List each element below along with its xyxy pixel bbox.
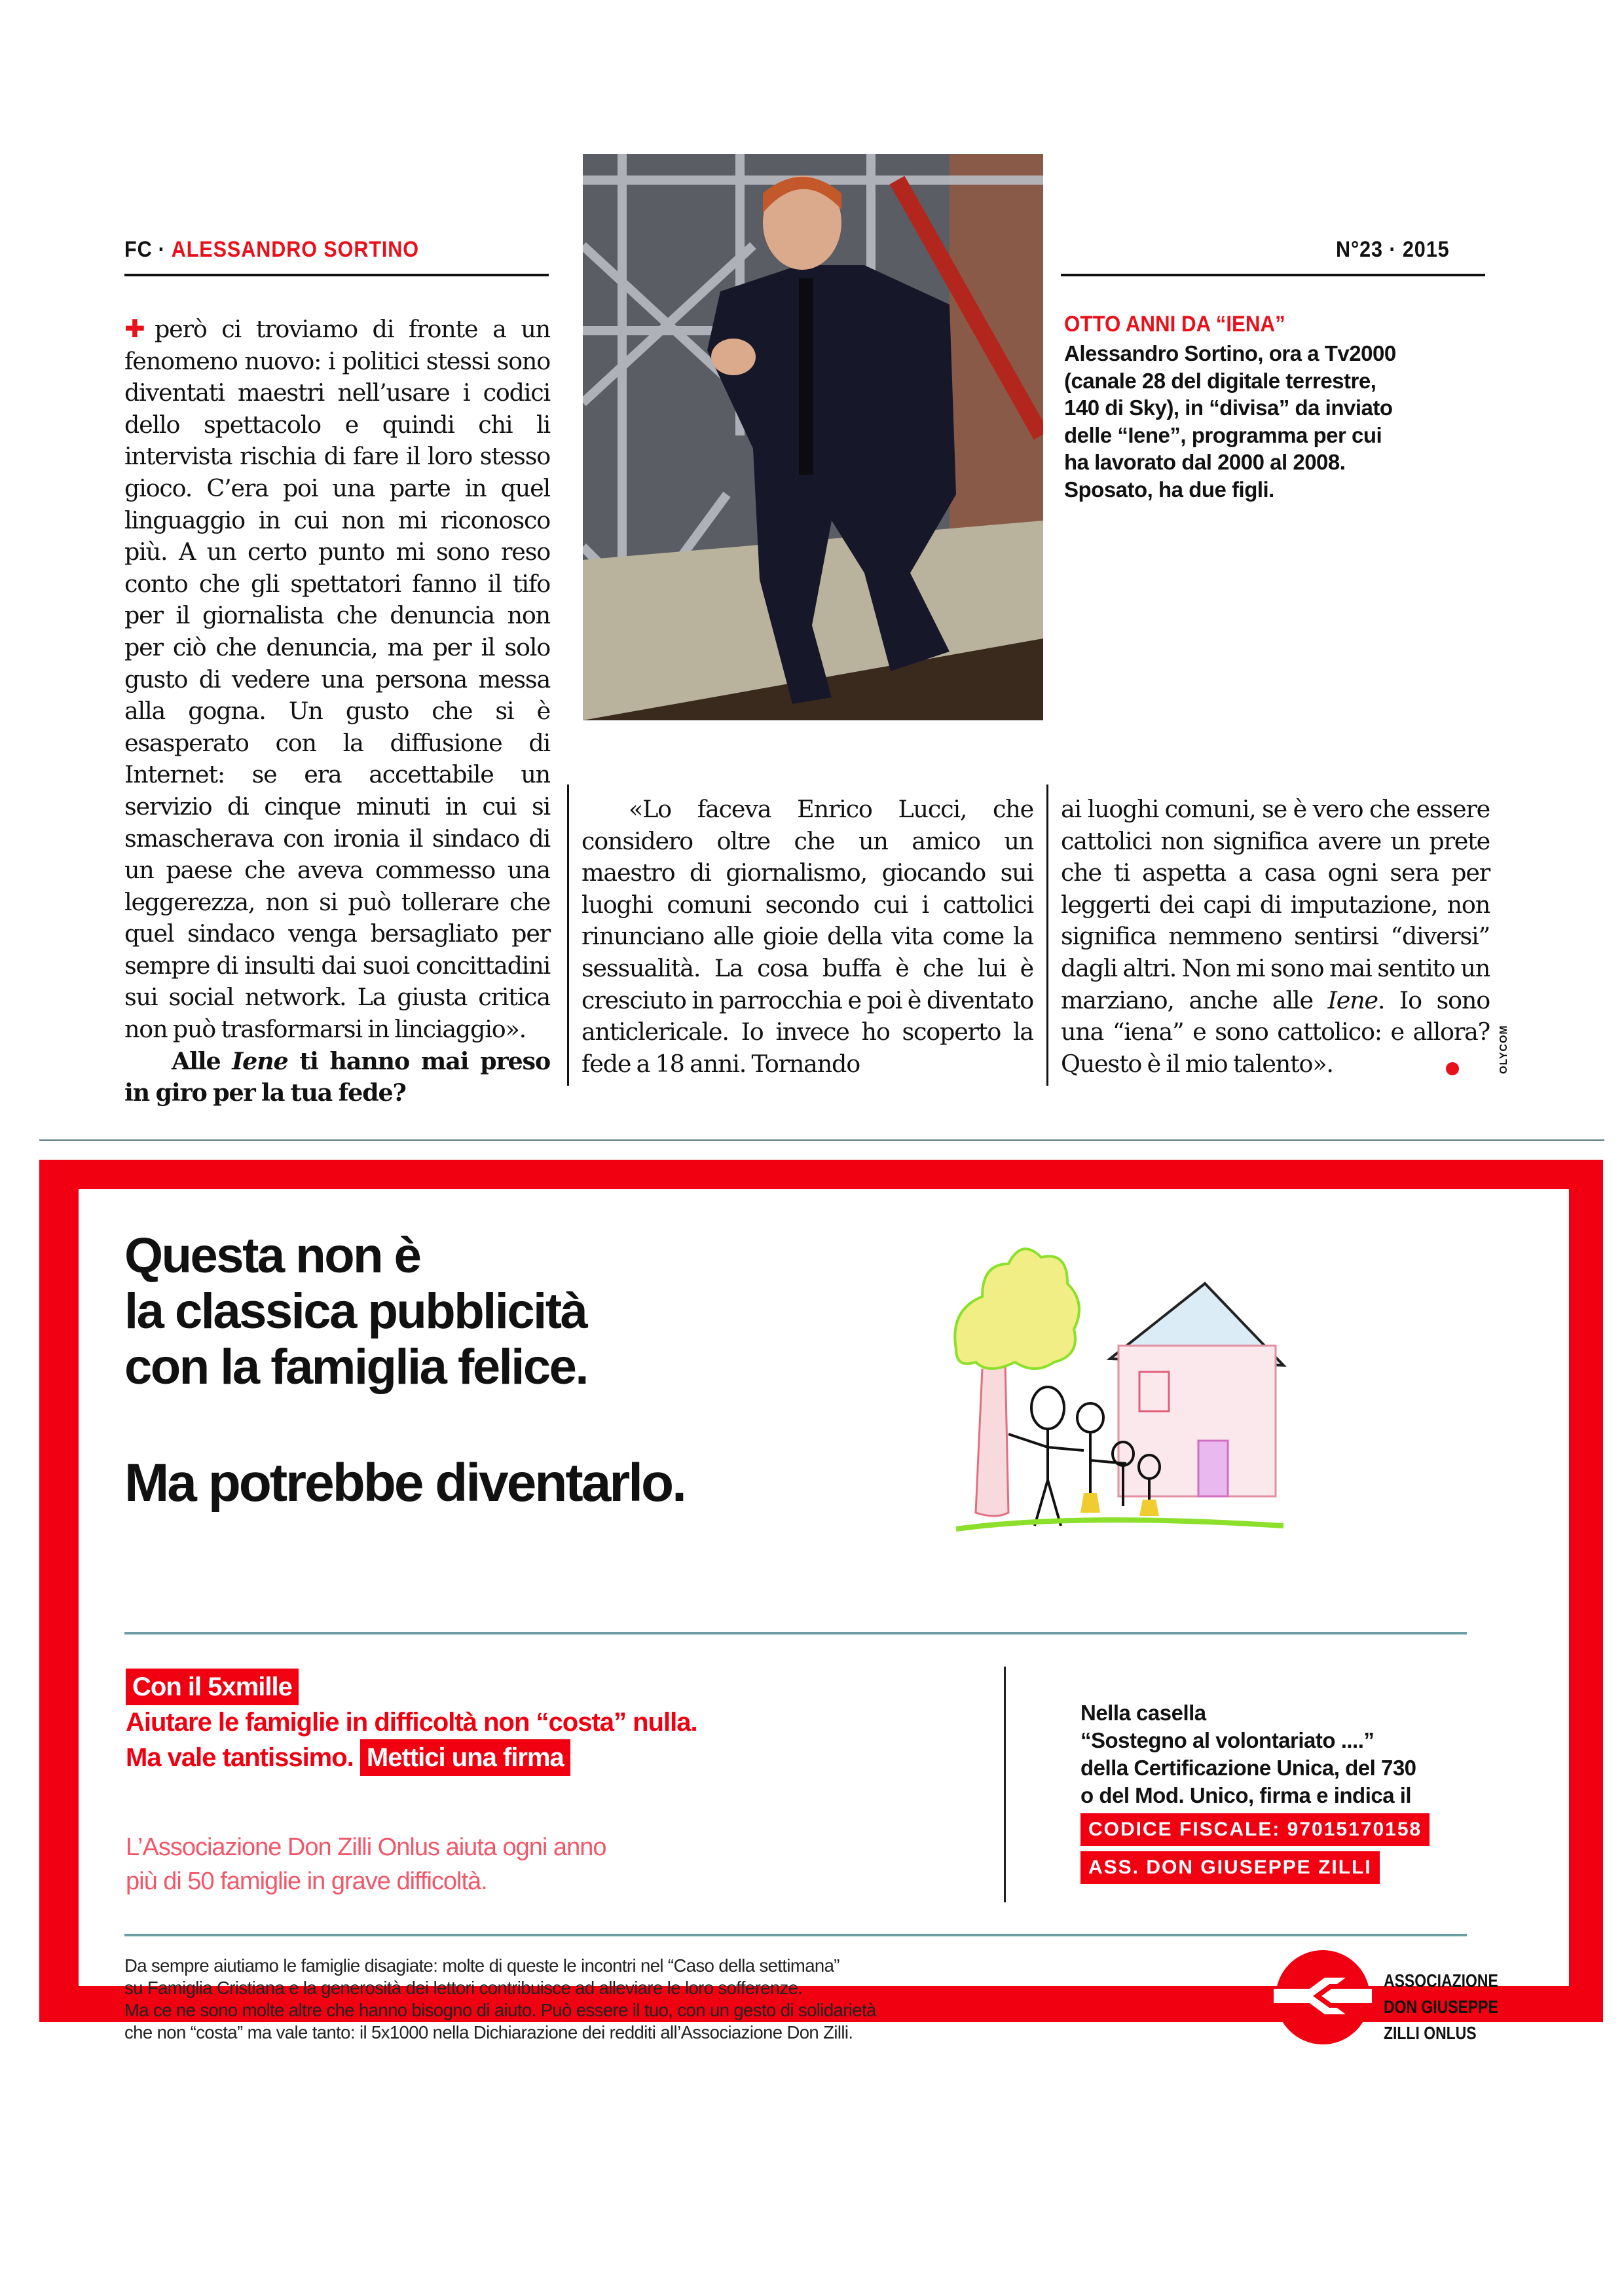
photo-caption — [1064, 312, 1470, 503]
paragraph-text: però ci troviamo di fronte a un fenomeno nuovo: i politici stessi sono diventati maestri nell’usare i codici dello spettacolo e quindi chi li intervista rischia di fare il loro stesso gioco. C’era poi una parte in quel linguaggio in cui non mi riconosco più. A un certo punto mi sono reso conto che gli spettatori fanno il tifo per il giornalista che denuncia non per ciò che denuncia, ma per il solo gusto di vedere una persona messa alla gogna. Un gusto che si è esasperato con la diffusione di Internet: se era accettabile un servizio di cinque minuti in cui si smascherava con ironia il sindaco di un paese che aveva commesso una leggerezza, non si può tollerare che quel sindaco venga bersagliato per sempre di insulti dai suoi concittadini sui social network. La giusta critica non può trasformarsi in linciaggio». — [124, 315, 550, 1044]
ad-fine-print — [124, 1955, 876, 2044]
paragraph — [1061, 794, 1490, 1080]
header-rule-right — [1061, 274, 1485, 276]
paragraph-text: . Io sono una “iena” e sono cattolico: e allora? Questo è il mio talento». — [1061, 986, 1490, 1078]
paragraph — [124, 313, 550, 1046]
ad-line — [126, 1739, 697, 1776]
ad-separator — [39, 1139, 1604, 1141]
house-door — [1198, 1441, 1228, 1496]
ad-headline-line: con la famiglia felice. — [124, 1339, 587, 1395]
tree-crown — [955, 1249, 1079, 1369]
5xmille-badge: Con il 5xmille — [126, 1669, 299, 1705]
article-column-1 — [124, 313, 550, 1109]
fine-print-line: Ma ce ne sono molte altre che hanno bisogno di aiuto. Può essere il tuo, con un gesto di solidarietà — [124, 2000, 876, 2020]
sign-badge[interactable]: Mettici una firma — [360, 1739, 570, 1776]
association-logo-text — [1384, 1968, 1498, 2046]
ad-line-text: Ma vale tantissimo. — [126, 1743, 354, 1772]
ad-cta-block — [126, 1669, 697, 1776]
ad-line: Aiutare le famiglie in difficoltà non “costa” nulla. — [126, 1708, 697, 1737]
header-rule-left — [124, 274, 549, 276]
association-logo-icon — [1274, 1948, 1372, 2046]
photo-credit: OLYCOM — [1498, 1025, 1509, 1074]
skirt — [1139, 1500, 1159, 1516]
logo-line: DON GIUSEPPE — [1384, 1997, 1498, 2017]
end-of-article-dot-icon — [1446, 1062, 1459, 1075]
child-drawing-illustration — [943, 1198, 1467, 1657]
running-header-left — [124, 237, 419, 263]
instruction-line: Nella casella — [1080, 1701, 1206, 1725]
ad-vertical-divider — [1004, 1667, 1006, 1902]
ad-divider — [124, 1632, 1467, 1634]
article-column-3 — [1061, 794, 1490, 1080]
skirt — [1080, 1493, 1100, 1513]
question-text: Alle — [172, 1046, 232, 1075]
header-separator: · — [158, 237, 166, 262]
ad-note-line: più di 50 famiglie in grave difficoltà. — [126, 1868, 487, 1895]
ad-headline-line: Questa non è — [124, 1228, 420, 1284]
show-title: Iene — [1327, 986, 1378, 1014]
grass — [956, 1520, 1283, 1529]
continuation-arrow-icon: ✚ — [124, 314, 145, 343]
tree-trunk — [976, 1362, 1008, 1516]
portrait-photo — [583, 154, 1043, 720]
ad-headline — [124, 1228, 587, 1395]
article-subject: ALESSANDRO SORTINO — [171, 237, 420, 262]
ad-headline-line: la classica pubblicità — [124, 1284, 587, 1339]
paragraph-text: ai luoghi comuni, se è vero che essere cattolici non significa avere un prete che ti aspetta a casa ogni sera per leggerti dei capi di imputazione, non significa nemmeno sentirsi “diversi” dagli altri. Non mi sono mai sentito un marziano, anche alle — [1061, 795, 1490, 1014]
fine-print-line: Da sempre aiutiamo le famiglie disagiate: molte di queste le incontri nel “Caso della settimana” — [124, 1955, 840, 1976]
issue-number: N°23 · 2015 — [1336, 237, 1450, 262]
ad-note-line: L’Associazione Don Zilli Onlus aiuta ogni anno — [126, 1834, 606, 1861]
interview-question — [124, 1046, 550, 1109]
column-divider — [1046, 785, 1048, 1086]
article-column-2 — [581, 794, 1033, 1080]
ad-subheadline: Ma potrebbe diventarlo. — [124, 1453, 685, 1513]
paragraph: «Lo faceva Enrico Lucci, che considero oltre che un amico un maestro di giornalismo, giocando sui luoghi comuni secondo cui i cattolici rinunciano alle gioie della vita come la sessualità. La cosa buffa è che lui è cresciuto in parrocchia e poi è diventato anticlericale. Io invece ho scoperto la fede a 18 anni. Tornando — [581, 795, 1033, 1078]
ad-instructions — [1080, 1699, 1430, 1884]
caption-body: Alessandro Sortino, ora a Tv2000 (canale 28 del digitale terrestre, 140 di Sky), in “divisa” da inviato delle “Iene”, programma per cui ha lavorato dal 2000 al 2008. Sposato, ha due figli. — [1064, 341, 1396, 502]
instruction-line: “Sostegno al volontariato ....” — [1080, 1728, 1375, 1752]
column-divider — [567, 785, 569, 1086]
fine-print-line: su Famiglia Cristiana e la generosità dei lettori contribuisce ad alleviare le loro sofferenze. — [124, 1978, 803, 1998]
question-text: ti hanno mai preso in giro per la tua fede? — [124, 1046, 550, 1107]
instruction-line: della Certificazione Unica, del 730 — [1080, 1756, 1416, 1780]
caption-title: OTTO ANNI DA “IENA” — [1064, 312, 1285, 337]
photo-illustration — [583, 154, 1043, 720]
logo-line: ZILLI ONLUS — [1384, 2023, 1477, 2043]
instruction-line: o del Mod. Unico, firma e indica il — [1080, 1783, 1412, 1807]
section-label: FC — [124, 237, 153, 262]
fiscal-code-label: CODICE FISCALE: 97015170158 — [1080, 1813, 1430, 1846]
association-name-label: ASS. DON GIUSEPPE ZILLI — [1080, 1851, 1380, 1884]
ad-association-note — [126, 1830, 606, 1898]
show-title: Iene — [232, 1046, 288, 1075]
fine-print-line: che non “costa” ma vale tanto: il 5x1000 nella Dichiarazione dei redditi all’Associazione Don Zilli. — [124, 2022, 853, 2042]
ad-divider — [124, 1934, 1467, 1936]
logo-line: ASSOCIAZIONE — [1384, 1970, 1498, 1991]
